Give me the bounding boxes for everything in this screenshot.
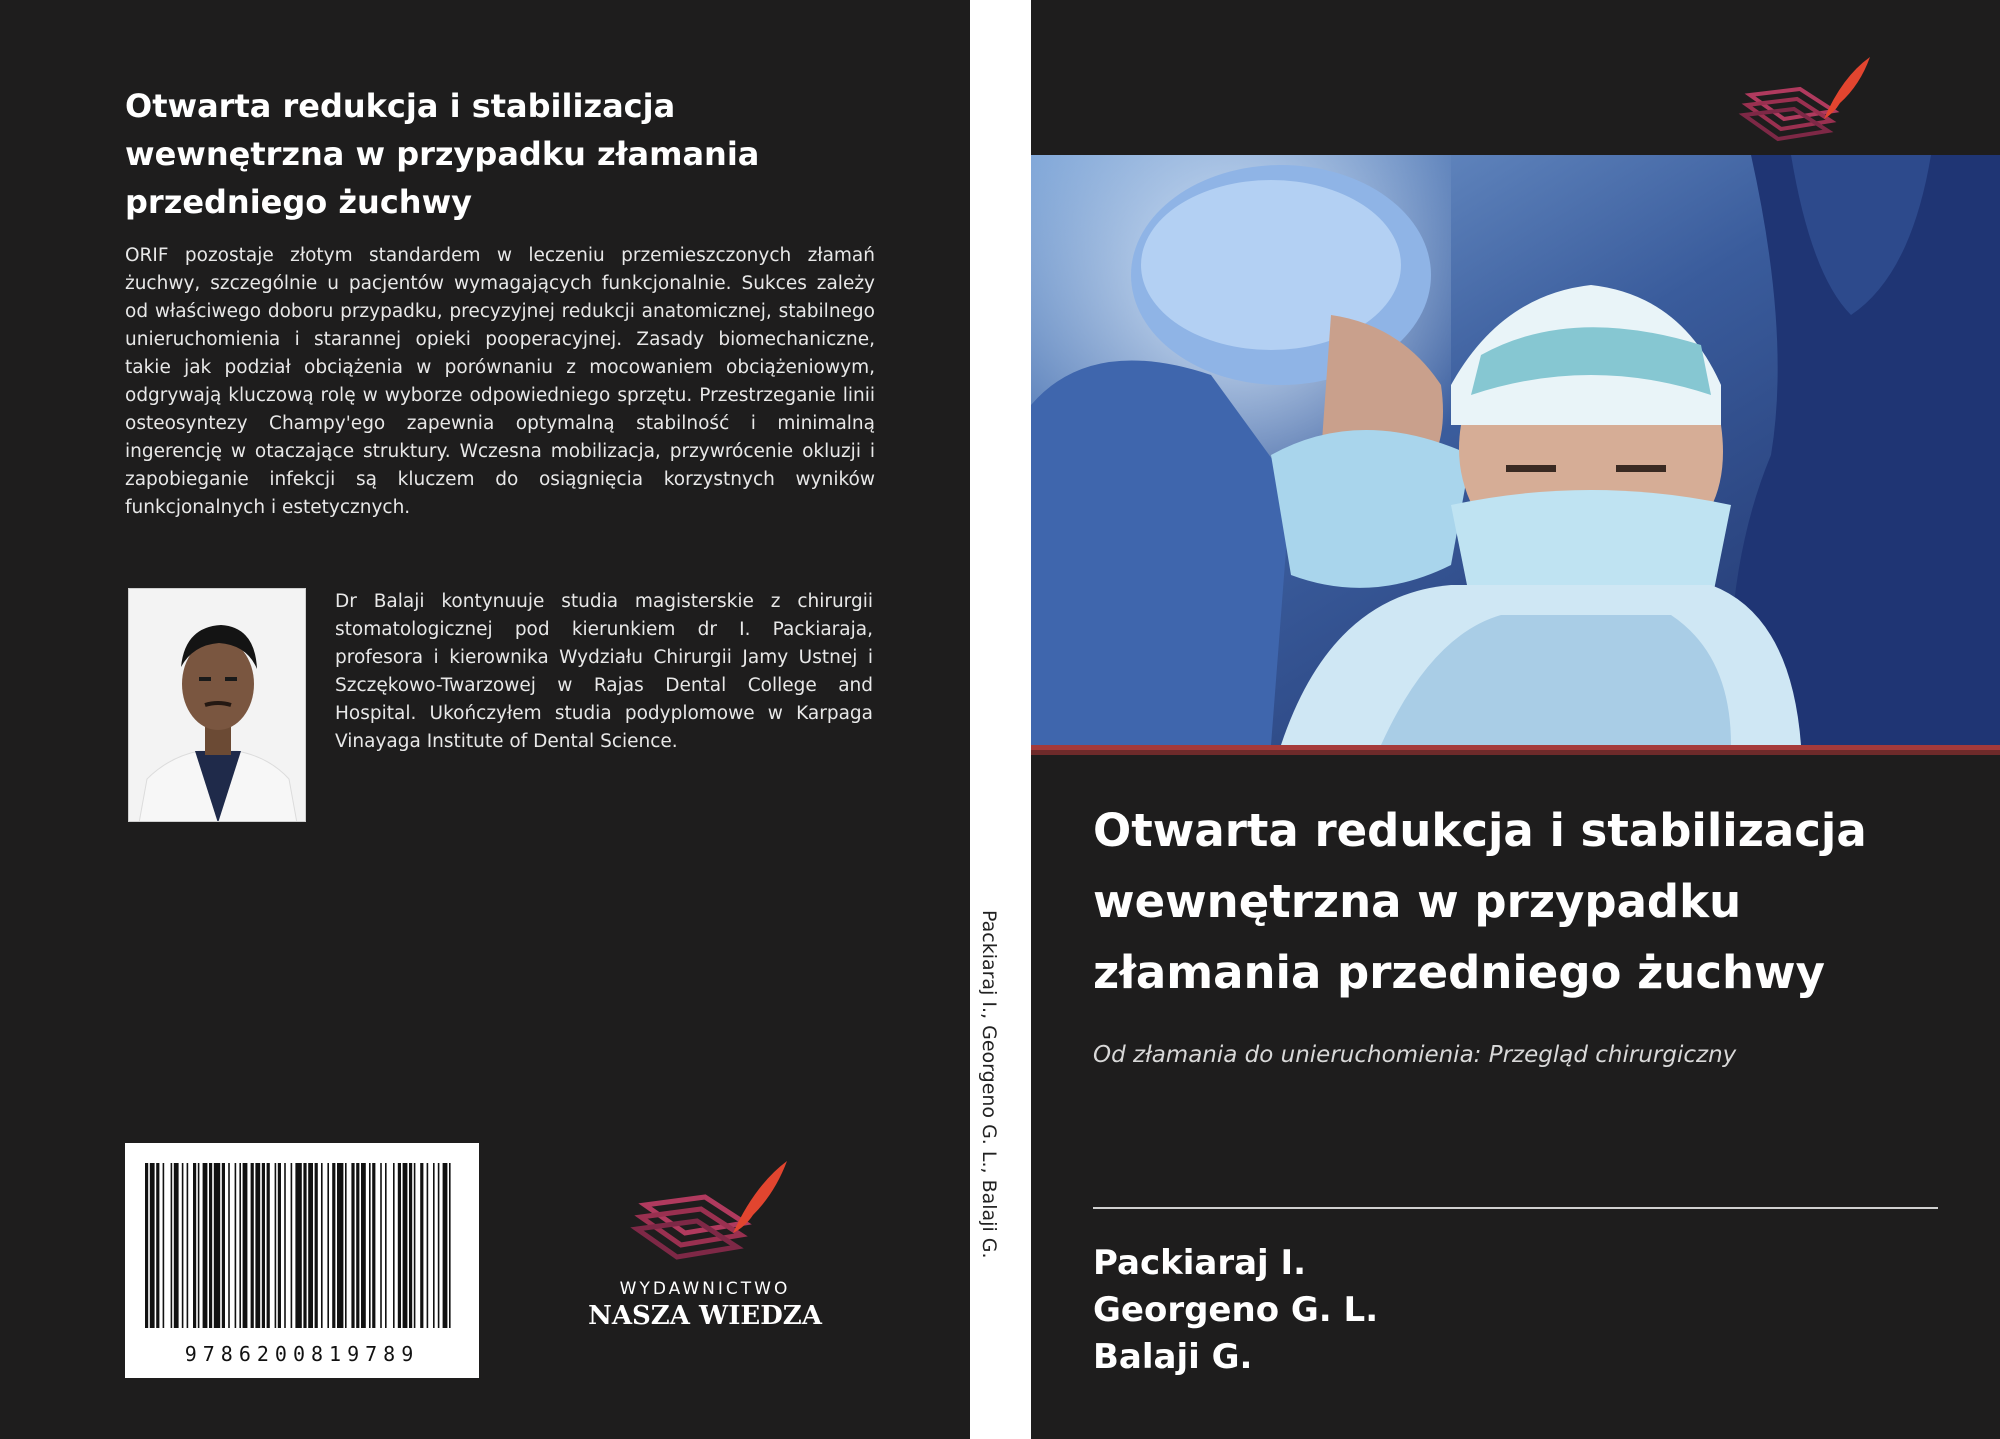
barcode-bar	[398, 1163, 401, 1328]
barcode-bar	[361, 1163, 366, 1328]
author-bio: Dr Balaji kontynuuje studia magisterskie z chirurgii stomatologicznej pod kierunkiem dr I. Packiaraja, profesora i kierownika Wydziału Chirurgii Jamy Ustnej i Szczękowo-Twarzowej w Rajas Dental College and Hospital. Ukończyłem studia podyplomowe w Karpaga Vinayaga Institute of Dental Science.	[335, 591, 873, 752]
book-quill-icon	[585, 1155, 825, 1270]
front-cover-title: Otwarta redukcja i stabilizacja wewnętrzna w przypadku złamania przedniego żuchwy	[1093, 804, 1867, 999]
barcode-bar	[262, 1163, 265, 1328]
barcode-bar	[214, 1163, 220, 1328]
barcode-bar	[222, 1163, 225, 1328]
barcode-bar	[295, 1163, 301, 1328]
barcode-bar	[187, 1163, 189, 1328]
isbn-barcode	[125, 1143, 479, 1378]
barcode-bar	[351, 1163, 354, 1328]
barcode-bars	[139, 1163, 465, 1328]
barcode-bar	[171, 1163, 173, 1328]
barcode-bar	[267, 1163, 270, 1328]
isbn-digits: 9786200819789	[184, 1342, 420, 1366]
barcode-bar	[438, 1163, 440, 1328]
barcode-bar	[327, 1163, 329, 1328]
barcode-bar	[198, 1163, 200, 1328]
publisher-label-big: NASZA WIEDZA	[588, 1301, 822, 1331]
barcode-bar	[150, 1163, 155, 1328]
barcode-bar	[275, 1163, 277, 1328]
barcode-bar	[321, 1163, 323, 1328]
barcode-bar	[356, 1163, 359, 1328]
barcode-bar	[332, 1163, 335, 1328]
barcode-bar	[163, 1163, 165, 1328]
spine-authors: Packiaraj I., Georgeno G. L., Balaji G.	[978, 910, 1000, 1259]
barcode-bar	[278, 1163, 281, 1328]
barcode-bar	[409, 1163, 412, 1328]
barcode-bar	[427, 1163, 429, 1328]
book-spine	[970, 0, 1031, 1439]
accent-stripe-bottom	[1031, 750, 2000, 755]
barcode-bar	[291, 1163, 293, 1328]
barcode-bar	[372, 1163, 375, 1328]
barcode-bar	[228, 1163, 230, 1328]
front-cover-subtitle: Od złamania do unieruchomienia: Przegląd chirurgiczny	[1093, 1042, 1737, 1068]
barcode-bar	[403, 1163, 408, 1328]
back-cover-title: Otwarta redukcja i stabilizacja wewnętrzna w przypadku złamania przedniego żuchwy	[125, 87, 760, 221]
barcode-bar	[433, 1163, 435, 1328]
back-cover	[0, 0, 970, 1439]
author-name: Balaji G.	[1093, 1337, 1253, 1377]
barcode-bar	[385, 1163, 387, 1328]
author-photo	[128, 588, 306, 822]
divider-rule	[1093, 1207, 1938, 1209]
back-cover-blurb: ORIF pozostaje złotym standardem w leczeniu przemieszczonych złamań żuchwy, szczególnie u pacjentów wymagających funkcjonalnie. Sukces zależy od właściwego doboru przypadku, precyzyjnej redukcji anatomicznej, stabilnego unieruchomienia i starannej opieki pooperacyjnej. Zasady biomechaniczne, takie jak podział obciążenia w porównaniu z mocowaniem obciążeniowym, odgrywają kluczową rolę w wyborze odpowiedniego sprzętu. Przestrzeganie linii osteosyntezy Champy'ego zapewnia optymalną stabilność i minimalną ingerencję w otaczające struktury. Wczesna mobilizacja, przywrócenie okluzji i zapobieganie infekcji są kluczem do osiągnięcia korzystnych wyników funkcjonalnych i estetycznych.	[125, 245, 875, 518]
book-quill-icon	[1687, 55, 1909, 160]
barcode-bar	[420, 1163, 423, 1328]
barcode-bar	[239, 1163, 241, 1328]
barcode-bar	[315, 1163, 318, 1328]
barcode-bar	[284, 1163, 286, 1328]
author-name: Packiaraj I.	[1093, 1243, 1307, 1283]
barcode-bar	[414, 1163, 416, 1328]
publisher-logo-back	[585, 1155, 825, 1335]
barcode-bar	[156, 1163, 159, 1328]
barcode-bar	[380, 1163, 382, 1328]
barcode-bar	[235, 1163, 237, 1328]
barcode-bar	[243, 1163, 248, 1328]
barcode-bar	[182, 1163, 184, 1328]
barcode-bar	[203, 1163, 208, 1328]
barcode-bar	[303, 1163, 306, 1328]
barcode-bar	[345, 1163, 347, 1328]
barcode-bar	[145, 1163, 148, 1328]
barcode-bar	[393, 1163, 395, 1328]
barcode-bar	[174, 1163, 179, 1328]
barcode-bar	[369, 1163, 371, 1328]
barcode-bar	[255, 1163, 260, 1328]
surgeons-photo	[1031, 155, 2000, 745]
author-list	[1093, 1240, 1378, 1381]
barcode-bar	[308, 1163, 313, 1328]
barcode-bar	[193, 1163, 196, 1328]
barcode-bar	[449, 1163, 451, 1328]
barcode-bar	[251, 1163, 254, 1328]
barcode-bar	[337, 1163, 343, 1328]
barcode-bar	[443, 1163, 448, 1328]
author-name: Georgeno G. L.	[1093, 1290, 1379, 1330]
publisher-label-small: WYDAWNICTWO	[619, 1279, 791, 1299]
barcode-bar	[209, 1163, 212, 1328]
